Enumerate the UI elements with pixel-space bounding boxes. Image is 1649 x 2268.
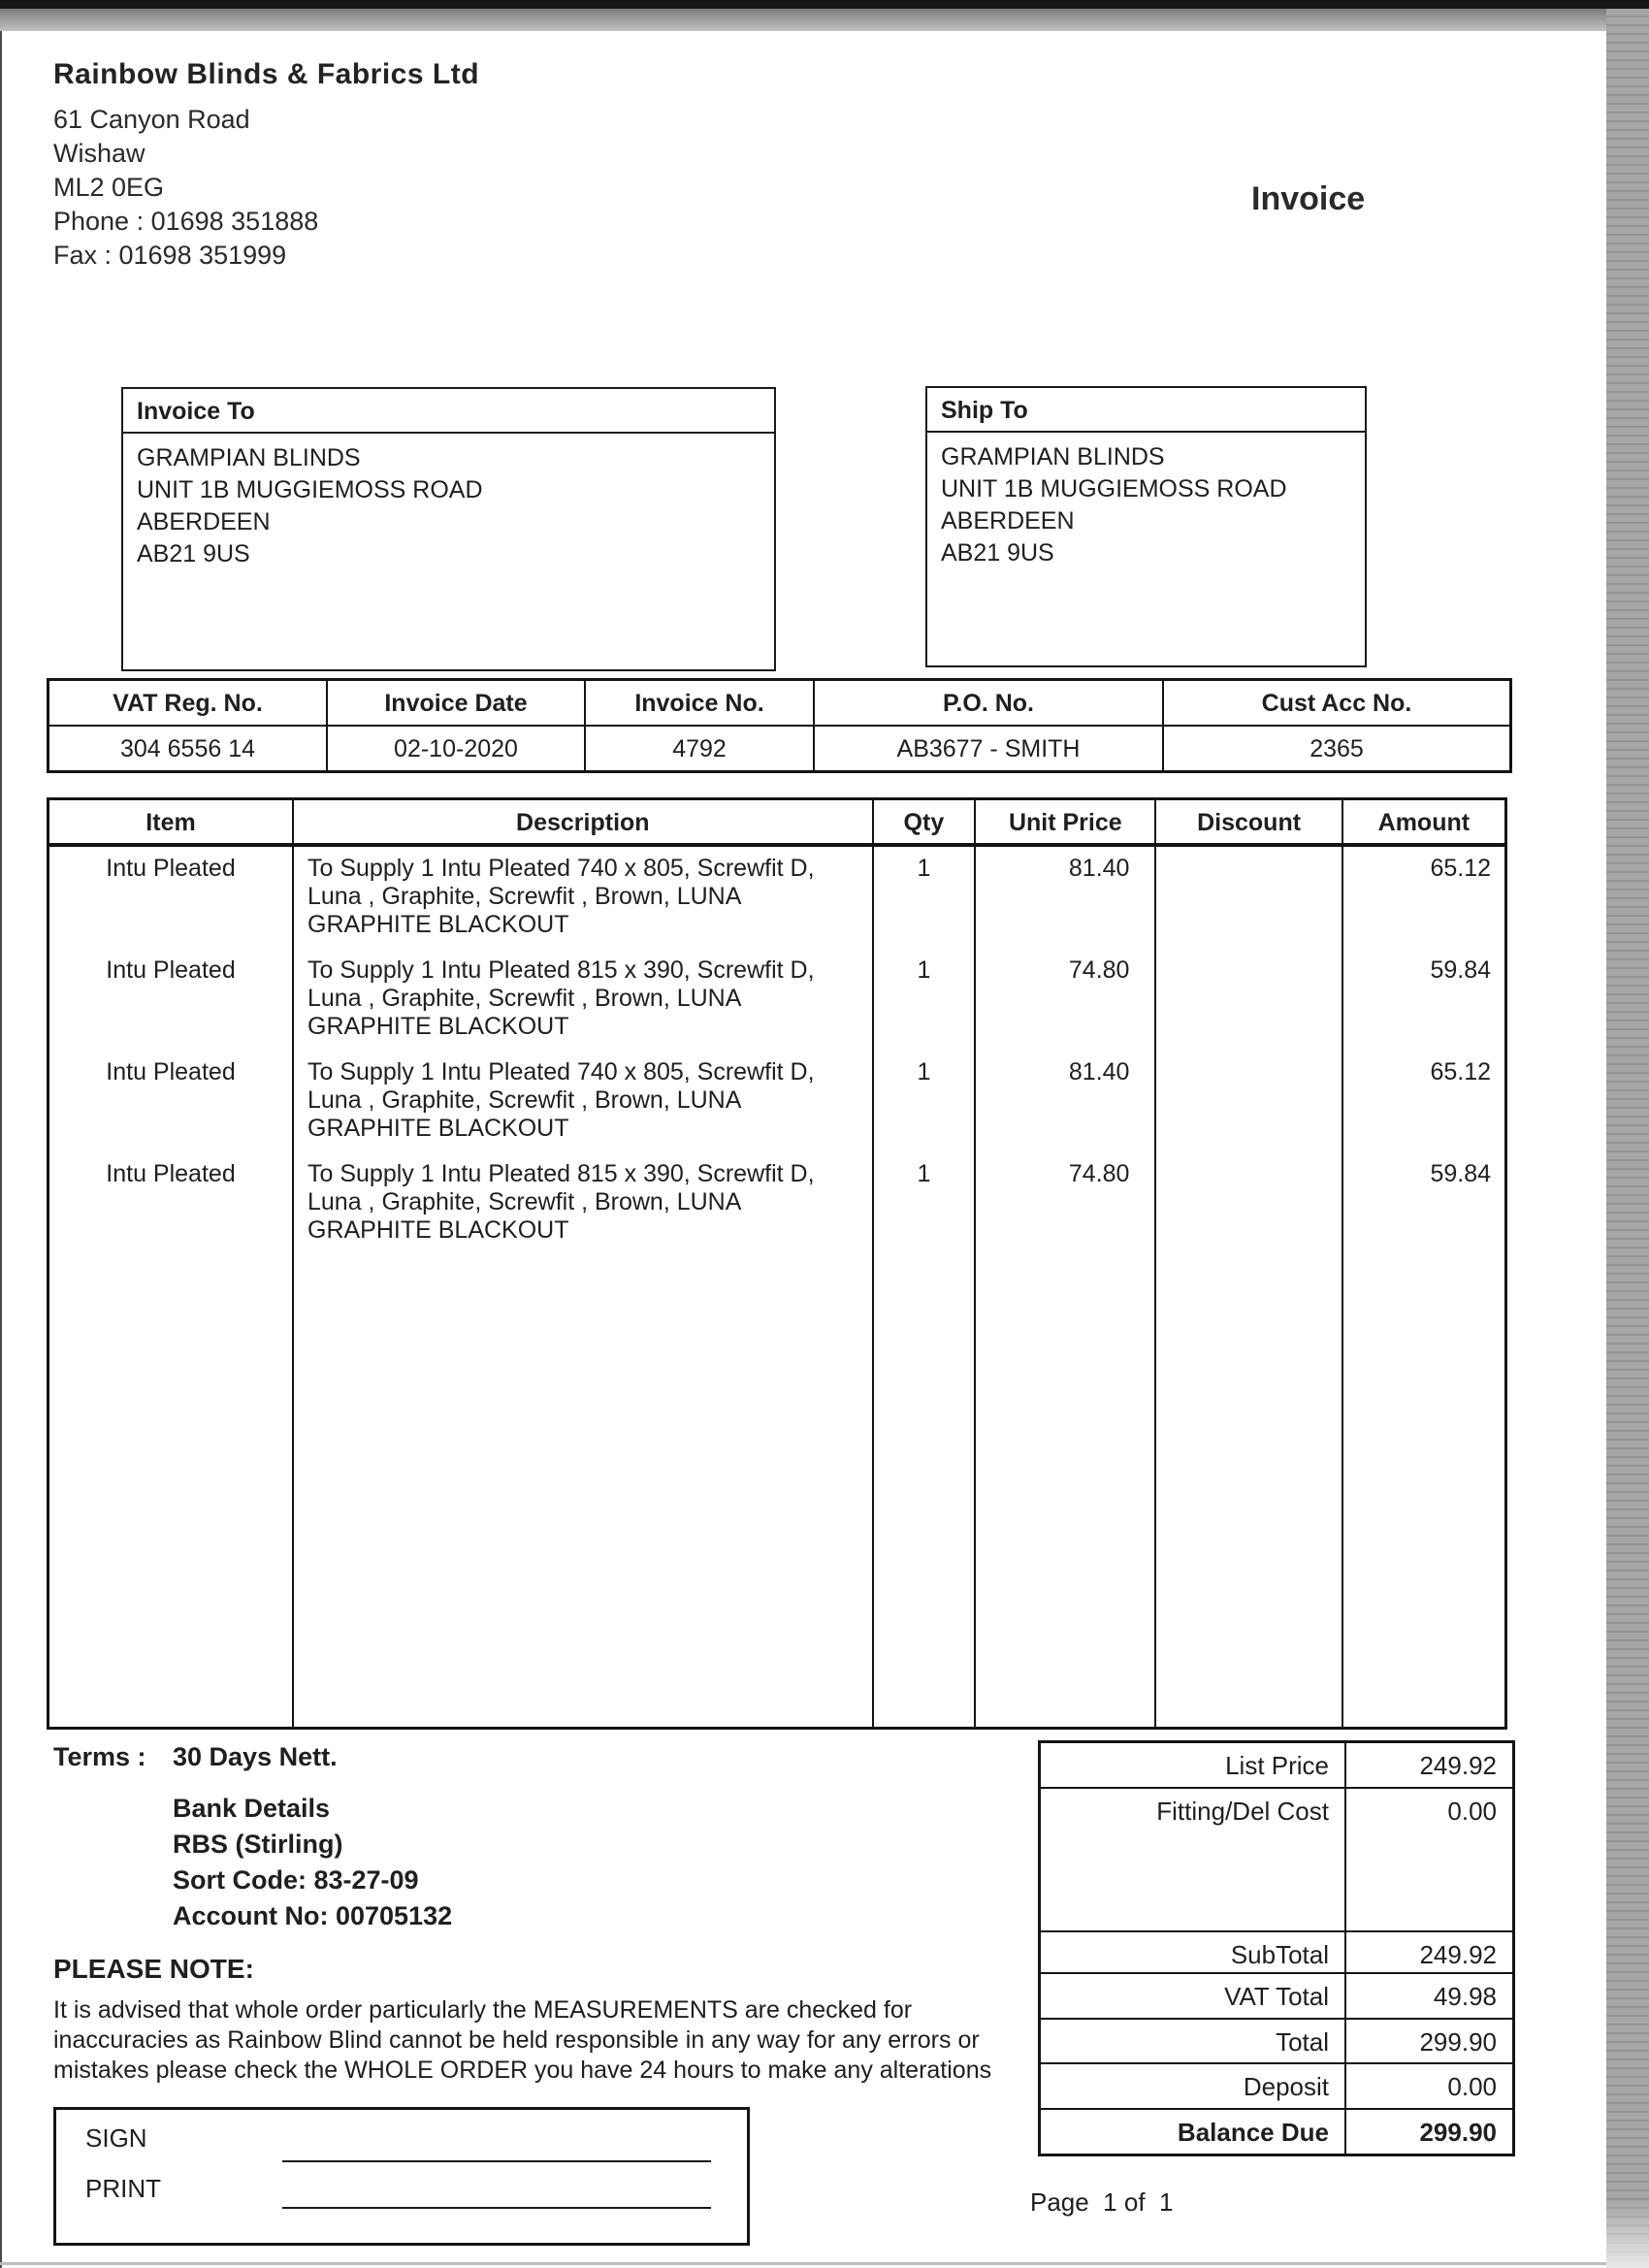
bank-name: RBS (Stirling): [173, 1830, 343, 1859]
item-unit-price: 81.40: [1068, 855, 1130, 882]
item-amount: 65.12: [1430, 855, 1492, 882]
line-items-header-row: [49, 800, 1504, 847]
item-description: To Supply 1 Intu Pleated 740 x 805, Screwfit D, Luna , Graphite, Screwfit , Brown, LUNA GRAPHITE BLACKOUT: [307, 1058, 815, 1142]
invoice-to-line-4: AB21 9US: [137, 540, 250, 567]
subtotal-label: SubTotal: [1041, 1932, 1346, 1972]
please-note-title: PLEASE NOTE:: [53, 1954, 254, 1984]
items-column-qty: [874, 847, 977, 1727]
invoice-to-line-2: UNIT 1B MUGGIEMOSS ROAD: [137, 476, 483, 503]
item-name: Intu Pleated: [106, 855, 236, 882]
terms-value: 30 Days Nett.: [173, 1742, 338, 1771]
totals-row-vat-total: [1041, 1974, 1512, 2020]
item-name: Intu Pleated: [106, 1160, 236, 1187]
item-discount: [1156, 1160, 1341, 1262]
totals-row-deposit: [1041, 2064, 1512, 2110]
items-header-description: Description: [294, 800, 874, 843]
meta-header-invoice-date: Invoice Date: [328, 681, 586, 725]
item-amount: 59.84: [1430, 1160, 1492, 1187]
bank-account-number: Account No: 00705132: [173, 1901, 453, 1930]
invoice-to-line-1: GRAMPIAN BLINDS: [137, 444, 361, 471]
print-label: PRINT: [85, 2174, 161, 2203]
company-fax: Fax : 01698 351999: [53, 241, 287, 270]
item-description: To Supply 1 Intu Pleated 740 x 805, Screwfit D, Luna , Graphite, Screwfit , Brown, LUNA GRAPHITE BLACKOUT: [307, 855, 815, 938]
totals-row-list-price: [1041, 1743, 1512, 1789]
meta-header-row: [49, 681, 1509, 727]
ship-to-line-1: GRAMPIAN BLINDS: [941, 443, 1165, 470]
item-qty: 1: [917, 855, 931, 882]
items-column-unit-price: [976, 847, 1156, 1727]
balance-due-value: 299.90: [1419, 2118, 1497, 2147]
meta-value-po-no: AB3677 - SMITH: [815, 727, 1164, 770]
scan-edge-right-band: [1606, 9, 1649, 2268]
scan-edge-left-line: [0, 31, 2, 2268]
item-discount: [1156, 855, 1341, 956]
invoice-to-header: Invoice To: [123, 389, 774, 434]
ship-to-line-4: AB21 9US: [941, 539, 1054, 567]
sign-line[interactable]: [282, 2160, 711, 2162]
item-qty: 1: [917, 1160, 931, 1187]
totals-row-fitting-del-cost: [1041, 1789, 1512, 1932]
subtotal-value: 249.92: [1419, 1940, 1497, 1969]
ship-to-address: [927, 433, 1365, 569]
item-name: Intu Pleated: [106, 1058, 236, 1085]
items-column-discount: [1156, 847, 1342, 1727]
item-description: To Supply 1 Intu Pleated 815 x 390, Screwfit D, Luna , Graphite, Screwfit , Brown, LUNA GRAPHITE BLACKOUT: [307, 1160, 815, 1244]
list-price-value: 249.92: [1419, 1751, 1497, 1780]
vat-total-label: VAT Total: [1041, 1974, 1346, 2018]
totals-row-total: [1041, 2020, 1512, 2064]
invoice-to-box: [121, 387, 776, 671]
meta-header-po-no: P.O. No.: [815, 681, 1164, 725]
sign-label: SIGN: [85, 2123, 147, 2153]
meta-value-cust-acc-no: 2365: [1310, 735, 1364, 762]
scan-edge-bottom-line: [0, 2262, 1606, 2265]
items-header-qty: Qty: [874, 800, 977, 843]
item-unit-price: 74.80: [1068, 1160, 1130, 1187]
items-column-description: [294, 847, 874, 1727]
fitting-del-cost-label: Fitting/Del Cost: [1041, 1789, 1346, 1930]
ship-to-line-2: UNIT 1B MUGGIEMOSS ROAD: [941, 475, 1287, 502]
totals-box: [1038, 1740, 1515, 2156]
print-line[interactable]: [282, 2207, 711, 2209]
item-unit-price: 74.80: [1068, 956, 1130, 984]
company-name: Rainbow Blinds & Fabrics Ltd: [53, 58, 480, 90]
document-title: Invoice: [1251, 180, 1366, 217]
ship-to-box: [925, 386, 1367, 667]
meta-value-invoice-no: 4792: [586, 727, 815, 770]
meta-header-invoice-no: Invoice No.: [586, 681, 815, 725]
item-discount: [1156, 956, 1341, 1058]
bank-sort-code: Sort Code: 83-27-09: [173, 1865, 419, 1895]
meta-header-vat-reg: VAT Reg. No.: [49, 681, 328, 725]
items-header-unit-price: Unit Price: [976, 800, 1156, 843]
items-column-item: [49, 847, 294, 1727]
meta-value-vat-reg: 304 6556 14: [49, 727, 328, 770]
deposit-label: Deposit: [1041, 2064, 1346, 2108]
total-label: Total: [1041, 2020, 1346, 2062]
totals-row-balance-due: [1041, 2110, 1512, 2154]
balance-due-label: Balance Due: [1041, 2110, 1346, 2154]
item-amount: 59.84: [1430, 956, 1492, 984]
invoice-to-line-3: ABERDEEN: [137, 508, 271, 535]
scan-edge-top-gray: [0, 9, 1649, 31]
meta-value-row: [49, 727, 1509, 770]
line-items-body: [49, 847, 1504, 1727]
item-discount: [1156, 1058, 1341, 1160]
page-indicator: Page 1 of 1: [1030, 2187, 1174, 2217]
totals-row-subtotal: [1041, 1932, 1512, 1974]
items-header-discount: Discount: [1156, 800, 1342, 843]
company-postcode: ML2 0EG: [53, 173, 165, 202]
company-header: [53, 58, 479, 273]
items-header-item: Item: [49, 800, 294, 843]
deposit-value: 0.00: [1447, 2072, 1497, 2101]
company-address-line-2: Wishaw: [53, 139, 146, 168]
fitting-del-cost-value: 0.00: [1447, 1797, 1497, 1826]
company-address-line-1: 61 Canyon Road: [53, 105, 250, 134]
company-address: [53, 103, 479, 273]
meta-header-cust-acc-no: Cust Acc No.: [1261, 690, 1412, 717]
invoice-to-address: [123, 434, 774, 570]
invoice-meta-table: [47, 678, 1512, 773]
terms-label: Terms :: [53, 1742, 146, 1771]
items-header-amount: Amount: [1377, 809, 1471, 836]
list-price-label: List Price: [1041, 1743, 1346, 1787]
item-name: Intu Pleated: [106, 956, 236, 984]
vat-total-value: 49.98: [1433, 1982, 1497, 2011]
item-description: To Supply 1 Intu Pleated 815 x 390, Screwfit D, Luna , Graphite, Screwfit , Brown, LUNA GRAPHITE BLACKOUT: [307, 956, 815, 1040]
items-column-amount: [1343, 847, 1504, 1727]
item-unit-price: 81.40: [1068, 1058, 1130, 1085]
meta-value-invoice-date: 02-10-2020: [328, 727, 586, 770]
ship-to-line-3: ABERDEEN: [941, 507, 1075, 535]
item-qty: 1: [917, 1058, 931, 1085]
signature-box: [53, 2107, 750, 2246]
bank-details: [173, 1791, 452, 1934]
bank-details-title: Bank Details: [173, 1794, 331, 1823]
line-items-table: [47, 797, 1507, 1730]
scan-edge-top-black: [0, 0, 1649, 9]
note-text: It is advised that whole order particularly the MEASUREMENTS are checked for inaccuracies as Rainbow Blind cannot be held responsible in any way for any errors or mistakes please check the WHOLE ORDER you have 24 hours to make any alterations: [53, 1996, 992, 2084]
item-amount: 65.12: [1430, 1058, 1492, 1085]
company-phone: Phone : 01698 351888: [53, 207, 319, 236]
total-value: 299.90: [1419, 2027, 1497, 2057]
ship-to-header: Ship To: [927, 388, 1365, 433]
item-qty: 1: [917, 956, 931, 984]
